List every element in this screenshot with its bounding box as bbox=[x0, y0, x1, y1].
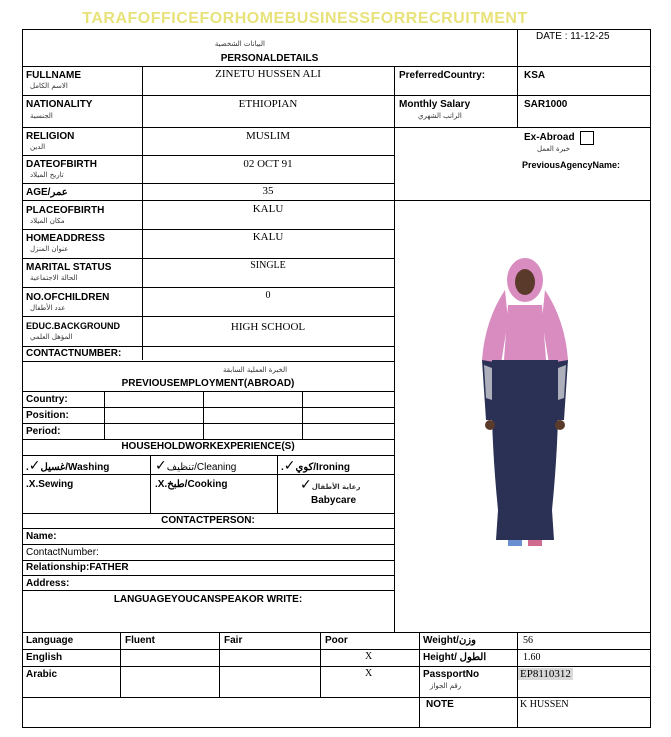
arabic-poor-mark: X bbox=[365, 668, 373, 679]
divider bbox=[22, 229, 394, 230]
home-address-arabic: عنوان المنزل bbox=[30, 245, 69, 253]
employment-heading: PREVIOUSEMPLOYMENT(ABROAD) bbox=[121, 378, 295, 389]
divider bbox=[22, 439, 394, 440]
fair-column-header: Fair bbox=[224, 635, 243, 646]
preferred-country-value: KSA bbox=[524, 70, 546, 81]
passport-label: PassportNo bbox=[423, 669, 480, 680]
divider bbox=[22, 590, 394, 591]
divider bbox=[517, 66, 518, 127]
ironing-item: .✓كوي/Ironing bbox=[281, 458, 350, 474]
height-label: Height/ الطول bbox=[423, 652, 487, 663]
ex-abroad-label: Ex-Abroad bbox=[524, 132, 575, 143]
age-label: AGE/عمر bbox=[26, 187, 68, 198]
divider bbox=[302, 391, 303, 439]
fluent-column-header: Fluent bbox=[125, 635, 155, 646]
babycare-item bbox=[300, 477, 360, 493]
marital-status-arabic: الحالة الاجتماعية bbox=[30, 274, 78, 282]
marital-status-label: MARITAL STATUS bbox=[26, 262, 112, 273]
divider bbox=[22, 513, 394, 514]
english-poor-mark: X bbox=[365, 651, 373, 662]
divider bbox=[22, 346, 394, 347]
marital-status-value: SINGLE bbox=[250, 260, 286, 271]
contact-person-heading: CONTACTPERSON: bbox=[161, 515, 255, 526]
dob-label: DATEOFBIRTH bbox=[26, 159, 97, 170]
dob-arabic: تاريخ الميلاد bbox=[30, 171, 64, 179]
religion-arabic: الدين bbox=[30, 143, 46, 151]
english-row-label: English bbox=[26, 652, 63, 663]
divider bbox=[320, 632, 321, 697]
ironing-label: كوي/Ironing bbox=[295, 462, 350, 473]
divider bbox=[22, 183, 394, 184]
education-label: EDUC.BACKGROUND bbox=[26, 321, 120, 331]
divider bbox=[22, 316, 394, 317]
passport-arabic: رقم الجواز bbox=[430, 682, 462, 690]
divider bbox=[22, 649, 651, 650]
divider bbox=[22, 287, 394, 288]
language-column-header: Language bbox=[26, 635, 74, 646]
religion-value: MUSLIM bbox=[245, 130, 290, 142]
divider bbox=[104, 391, 105, 439]
note-value: K HUSSEN bbox=[520, 699, 569, 710]
fullname-arabic: الاسم الكامل bbox=[30, 82, 68, 90]
divider bbox=[22, 95, 651, 96]
weight-value: 56 bbox=[523, 635, 533, 646]
previous-agency-label: PreviousAgencyName: bbox=[522, 160, 621, 170]
cleaning-check-icon: ✓ bbox=[155, 458, 167, 474]
divider bbox=[22, 423, 394, 424]
contact-number-person-label: ContactNumber: bbox=[26, 547, 99, 558]
cleaning-item bbox=[155, 458, 236, 474]
place-of-birth-value: KALU bbox=[252, 203, 284, 215]
divider bbox=[22, 697, 651, 698]
education-arabic: المؤهل العلمي bbox=[30, 333, 73, 341]
language-heading: LANGUAGEYOUCANSPEAKOR WRITE: bbox=[113, 594, 303, 605]
personal-details-arabic: البيانات الشخصية bbox=[214, 40, 265, 48]
babycare-label: Babycare bbox=[311, 495, 357, 506]
relationship-label: Relationship:FATHER bbox=[26, 562, 129, 573]
divider bbox=[277, 455, 278, 513]
children-value: 0 bbox=[265, 290, 271, 301]
divider bbox=[22, 361, 394, 362]
arabic-row-label: Arabic bbox=[26, 669, 58, 680]
employment-country-label: Country: bbox=[26, 394, 68, 405]
divider bbox=[22, 560, 394, 561]
washing-check-icon: ✓ bbox=[28, 458, 41, 474]
divider bbox=[22, 666, 651, 667]
household-heading: HOUSEHOLDWORKEXPERIENCE(S) bbox=[121, 441, 295, 452]
divider bbox=[22, 200, 651, 201]
sewing-label: .X.Sewing bbox=[26, 479, 74, 490]
fullname-label: FULLNAME bbox=[26, 70, 81, 81]
divider bbox=[219, 632, 220, 697]
divider bbox=[22, 632, 651, 633]
passport-value: EP8110312 bbox=[520, 668, 571, 680]
ex-abroad-checkbox[interactable] bbox=[580, 131, 594, 145]
washing-label: غسيل/Washing bbox=[40, 462, 110, 473]
divider bbox=[22, 258, 394, 259]
age-value: 35 bbox=[262, 185, 274, 197]
divider bbox=[22, 544, 394, 545]
divider bbox=[22, 528, 394, 529]
divider bbox=[22, 66, 651, 67]
place-of-birth-label: PLACEOFBIRTH bbox=[26, 205, 105, 216]
height-value: 1.60 bbox=[523, 652, 541, 663]
contact-name-label: Name: bbox=[26, 531, 57, 542]
place-of-birth-arabic: مكان الميلاد bbox=[30, 217, 65, 225]
employment-arabic: الخبرة العملية السابقة bbox=[222, 366, 288, 374]
nationality-arabic: الجنسية bbox=[30, 112, 53, 120]
monthly-salary-arabic: الراتب الشهري bbox=[418, 112, 462, 120]
preferred-country-label: PreferredCountry: bbox=[399, 70, 486, 81]
applicant-photo bbox=[470, 250, 580, 560]
divider bbox=[22, 391, 394, 392]
divider bbox=[150, 455, 151, 513]
babycare-check-icon: ✓ bbox=[300, 477, 312, 493]
divider bbox=[22, 155, 394, 156]
divider bbox=[22, 407, 394, 408]
cooking-label: .X.طبخ/Cooking bbox=[155, 479, 228, 490]
divider bbox=[419, 632, 420, 728]
education-value: HIGH SCHOOL bbox=[230, 321, 306, 333]
divider bbox=[394, 66, 395, 632]
contact-number-label: CONTACTNUMBER: bbox=[26, 348, 122, 359]
monthly-salary-value: SAR1000 bbox=[524, 99, 568, 110]
nationality-label: NATIONALITY bbox=[26, 99, 93, 110]
person-photo-icon bbox=[470, 250, 580, 560]
date-label: DATE : 11-12-25 bbox=[536, 31, 610, 42]
cleaning-label: تنظيف/Cleaning bbox=[166, 462, 237, 473]
monthly-salary-label: Monthly Salary bbox=[399, 99, 471, 110]
fullname-value: ZINETU HUSSEN ALI bbox=[215, 68, 321, 80]
weight-label: Weight/وزن bbox=[423, 635, 476, 646]
divider bbox=[22, 575, 394, 576]
children-label: NO.OFCHILDREN bbox=[26, 292, 110, 303]
children-arabic: عدد الأطفال bbox=[30, 304, 66, 312]
divider bbox=[517, 29, 518, 66]
note-label: NOTE bbox=[426, 699, 454, 710]
divider bbox=[517, 632, 518, 728]
babycare-arabic: رعاية الأطفال bbox=[311, 483, 361, 491]
divider bbox=[22, 127, 651, 128]
personal-details-heading: PERSONALDETAILS bbox=[220, 53, 319, 64]
employment-period-label: Period: bbox=[26, 426, 61, 437]
washing-item: .✓غسيل/Washing bbox=[26, 458, 110, 474]
divider bbox=[22, 455, 394, 456]
home-address-value: KALU bbox=[252, 231, 284, 243]
employment-position-label: Position: bbox=[26, 410, 69, 421]
home-address-label: HOMEADDRESS bbox=[26, 233, 105, 244]
poor-column-header: Poor bbox=[325, 635, 348, 646]
divider bbox=[22, 474, 394, 475]
contact-address-label: Address: bbox=[26, 578, 70, 589]
nationality-value: ETHIOPIAN bbox=[238, 98, 298, 110]
religion-label: RELIGION bbox=[26, 131, 75, 142]
divider bbox=[120, 632, 121, 697]
dob-value: 02 OCT 91 bbox=[243, 158, 293, 170]
agency-title: TARAFOFFICEFORHOMEBUSINESSFORRECRUITMENT bbox=[82, 10, 528, 27]
ironing-check-icon: ✓ bbox=[283, 458, 296, 474]
ex-abroad-arabic: خبرة العمل bbox=[537, 145, 570, 153]
divider bbox=[203, 391, 204, 439]
